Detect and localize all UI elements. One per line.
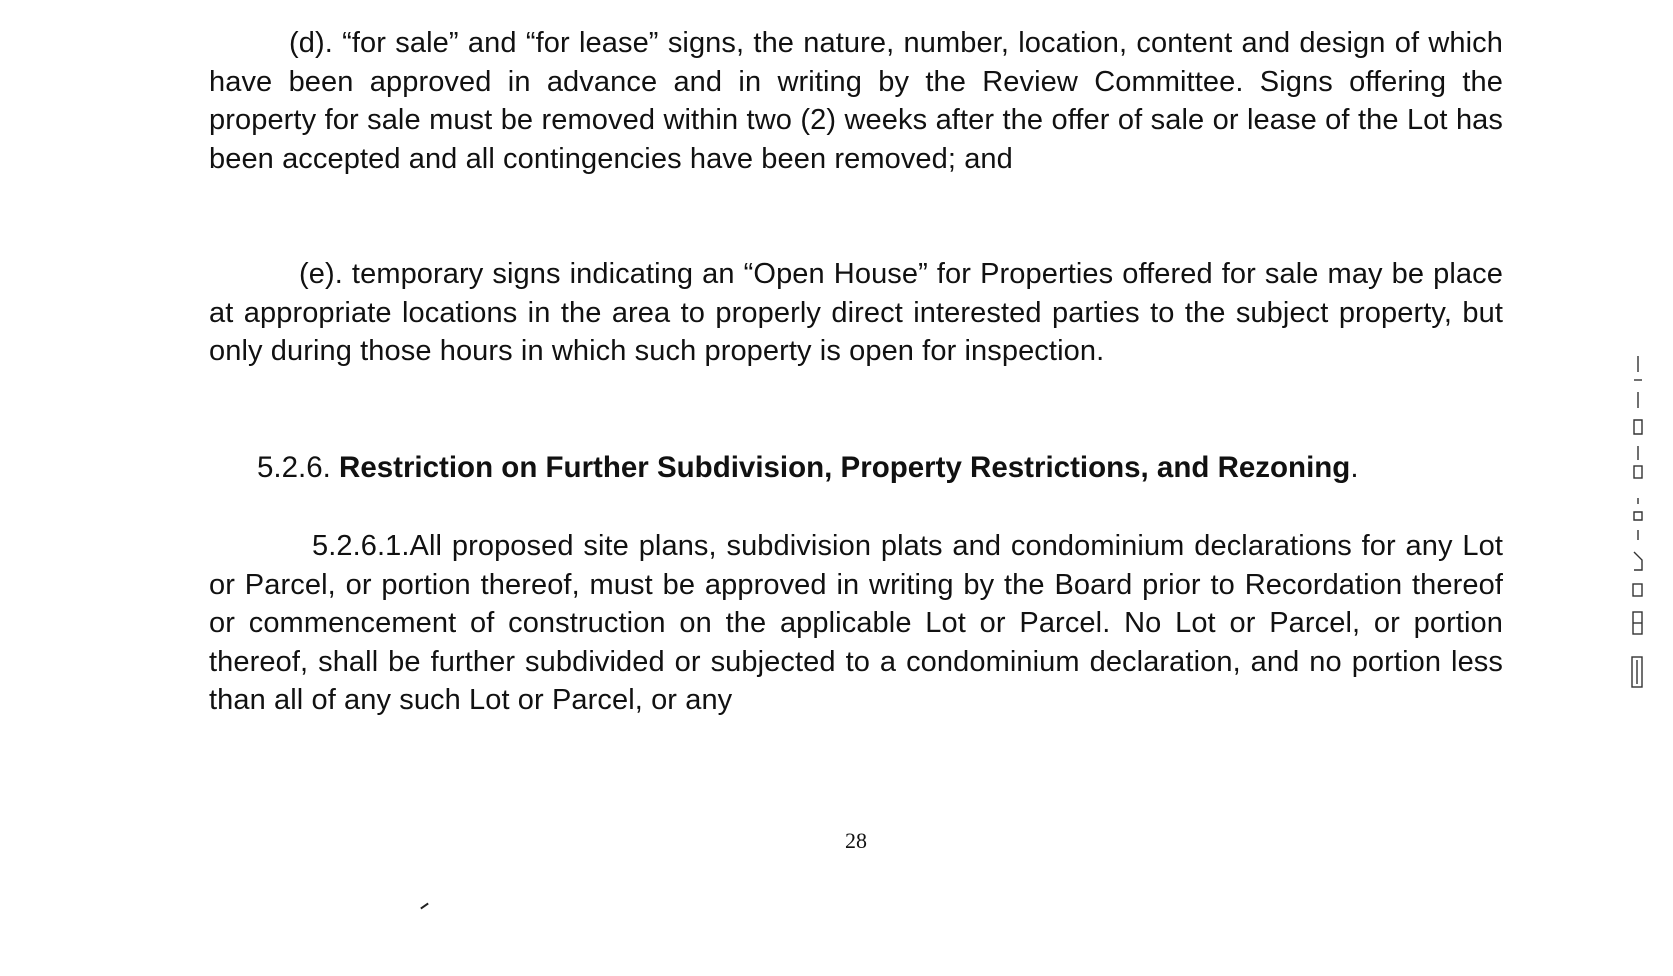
section-heading-period: . — [1350, 451, 1359, 484]
section-heading — [257, 449, 1359, 487]
section-number: 5.2.6. — [257, 451, 331, 484]
paragraph-e: (e). temporary signs indicating an “Open House” for Properties offered for sale may be place at appropriate locations in the area to properly direct interested parties to the subject property, but only during those hours in which such property is open for inspection. — [209, 258, 1503, 367]
margin-stamp-mark — [1624, 350, 1654, 695]
section-title: Restriction on Further Subdivision, Property Restrictions, and Rezoning — [339, 451, 1351, 484]
pen-mark — [420, 903, 429, 910]
paragraph-5-2-6-1: 5.2.6.1.All proposed site plans, subdivision plats and condominium declarations for any Lot or Parcel, or portion thereof, must be approved in writing by the Board prior to Recordation thereof or commencement of construction on the applicable Lot or Parcel. No Lot or Parcel, or portion thereof, shall be further subdivided or subjected to a condominium declaration, and no portion less than all of any such Lot or Parcel, or any — [209, 530, 1503, 716]
paragraph-d: (d). “for sale” and “for lease” signs, the nature, number, location, content and design of which have been approved in advance and in writing by the Review Committee. Signs offering the property for sale must be removed within two (2) weeks after the offer of sale or lease of the Lot has been accepted and all contingencies have been removed; and — [209, 27, 1503, 175]
page-number: 28 — [845, 828, 867, 853]
